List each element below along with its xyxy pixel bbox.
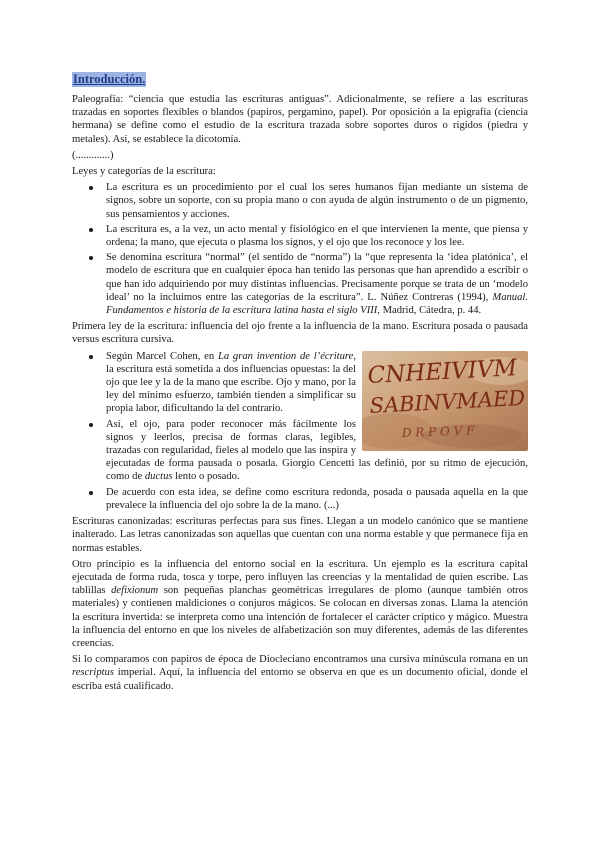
book-title: La gran invention de l’écriture — [217, 350, 354, 362]
list-item: Según Marcel Cohen, en La gran invention de l’écriture, la escritura está sometida a dos influencias opuestas: la del ojo que lee y la de la mano que escribe. Ojo y mano, por la ley del mínimo esfuerzo, también tienden a simplificar su propia labor, dificultando la del contrario. — [72, 350, 528, 416]
list-item: La escritura es un procedimiento por el cual los seres humanos fijan mediante un sistema de signos, sobre un soporte, con su propia mano o con ayuda de algún instrumento o de un pigmento, sus pensamientos y acciones. — [72, 181, 528, 221]
ellipsis: (.............) — [72, 149, 114, 161]
document-body — [72, 72, 528, 696]
citation-title: Manual. Fundamentos e historia de la escritura latina hasta el siglo VIII — [106, 291, 528, 317]
list-item: Así, el ojo, para poder reconocer más fácilmente los signos y leerlos, precisa de formas claras, legibles, trazadas con regularidad, fieles al modelo que las inspira y ejecutadas de forma pausada o posada. Giorgio Cencetti las definió, por su ritmo de ejecución, como de ductus lento o posado. — [72, 418, 528, 484]
list-item: De acuerdo con esta idea, se define como escritura redonda, posada o pausada aquella en la que prevalece la influencia del ojo sobre la de la mano. (...) — [72, 486, 528, 512]
list-item: La escritura es, a la vez, un acto mental y fisiológico en el que intervienen la mente, que piensa y ordena; la mano, que ejecuta o plasma los signos, y el ojo que los reconoce y los lee. — [72, 223, 528, 249]
social-influence: Otro principio es la influencia del entorno social en la escritura. Un ejemplo es la escritura capital ejecutada de forma ruda, tosca y torpe, pero influyen las creencias y la mentalidad de quien escribe. Las tablillas defixionum son pequeñas planchas geométricas irregulares de plomo (aunque también otros materiales) y contienen maldiciones o conjuros mágicos. Se colocan en diversas zonas. Llama la atención la escritura invertida: se interpreta como una intención de fortalecer el carácter críptico y mágico. Muestra la influencia del entorno en que los niveles de alfabetización son muy diferentes, además de las diferentes creencias. — [72, 558, 529, 649]
first-law-section — [72, 350, 528, 515]
list-item: Se denomina escritura “normal” (el sentido de “norma”) la “que representa la ‘idea platónica’, el modelo de escritura que en cualquier época han tenido las personas que han aprendido a escribir o que han ido adquiriendo por muy distintas influencias. Precisamente porque se trata de un ‘modelo ideal’ no la incluimos entre las categorías de la escritura”. L. Núñez Contreras (1994), Manual. Fundamentos e historia de la escritura latina hasta el siglo VIII, Madrid, Cátedra, p. 44. — [72, 251, 528, 317]
laws-heading: Leyes y categorías de la escritura: — [72, 166, 216, 178]
first-law: Primera ley de la escritura: influencia del ojo frente a la influencia de la mano. Escritura posada o pausada versus escritura cursiva. — [72, 321, 528, 346]
diocletian-papyri: Si lo comparamos con papiros de época de Diocleciano encontramos una cursiva minúscula romana en un rescriptus imperial. Aquí, la influencia del entorno se observa en que es un documento oficial, donde el escriba está cualificado. — [72, 654, 528, 692]
canonized-writing: Escrituras canonizadas: escrituras perfectas para sus fines. Llegan a un modelo canónico que se mantiene inalterado. Las letras canonizadas son aquellas que cuentan con una norma estable y que permanece fija en normas estables. — [72, 516, 528, 554]
section-title: Introducción. — [73, 72, 146, 86]
latin-term: defixionum — [111, 585, 159, 597]
inscription-line-1: CNHEIVIVM — [366, 354, 518, 389]
eye-hand-list — [72, 350, 528, 512]
latin-term: ductus — [144, 471, 173, 483]
writing-definitions-list — [72, 181, 528, 317]
inscription-line-3: D R P O V F — [401, 423, 475, 440]
inscription-line-2: SABINVMAED — [369, 385, 526, 418]
latin-term: rescriptus — [72, 667, 114, 679]
paleography-definition: Paleografía: “ciencia que estudia las escrituras antiguas”. Adicionalmente, se refiere a las escrituras trazadas en soportes flexibles o blandos (papiros, pergamino, papel). Por oposición a la epigrafía (ciencia hermana) se define como el estudio de la escritura trazada sobre soportes duros o rígidos (piedra y metales). Así, se establece la dicotomía. — [72, 94, 528, 145]
